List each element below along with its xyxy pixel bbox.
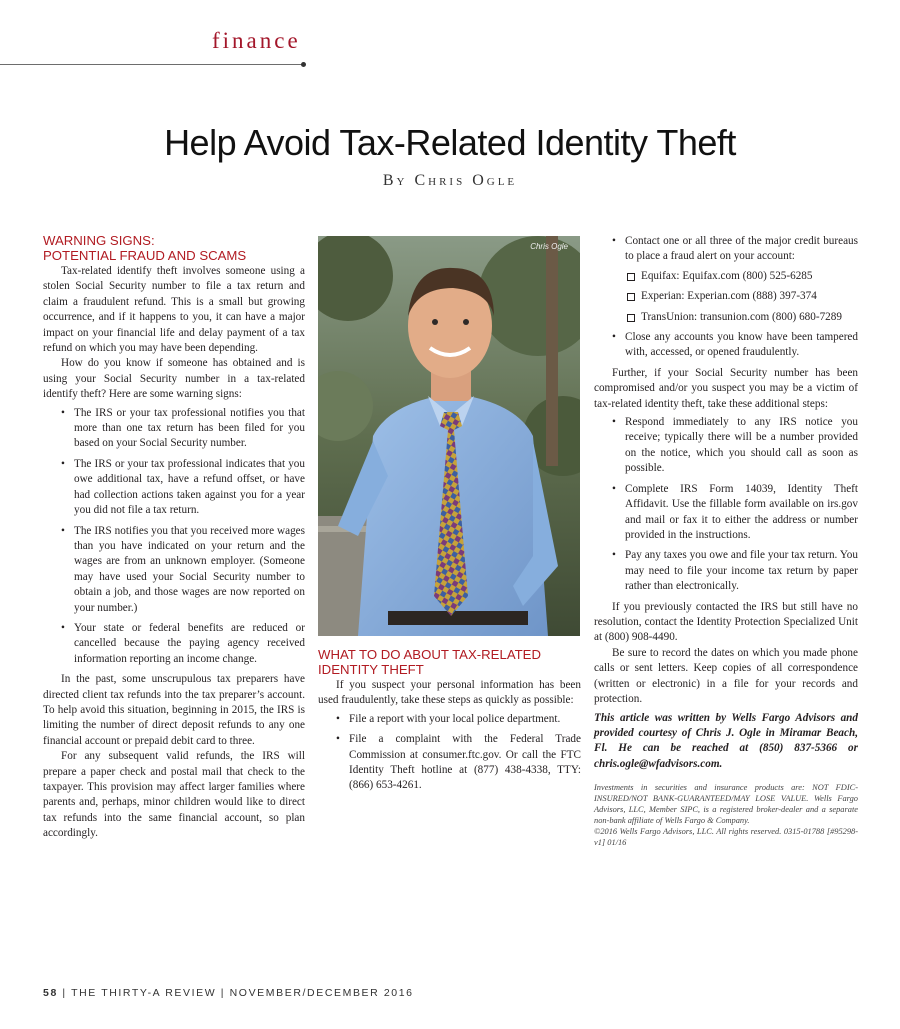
list-item xyxy=(625,234,858,325)
what-to-do-heading-line1: WHAT TO DO ABOUT TAX-RELATED xyxy=(318,647,542,662)
warning-paragraph: How do you know if someone has obtained and is using your Social Security number in a tax-related identify theft? Here are some warning signs: xyxy=(43,357,305,401)
legal-disclaimer xyxy=(594,782,858,848)
body-paragraph: Further, if your Social Security number has been compromised and/or you suspect you may be a victim of tax-related identity theft, take these additional steps: xyxy=(594,366,858,410)
list-item: • The IRS or your tax professional indicates that you owe additional tax, have a refund offset, or have had collection actions taken against you for a year you did not file a tax return. xyxy=(74,457,305,519)
what-to-do-list xyxy=(318,712,581,794)
photo-credit: Chris Ogle xyxy=(530,242,568,251)
author-photo xyxy=(318,236,580,636)
warning-paragraph: Tax-related identify theft involves someone using a stolen Social Security number to file a tax return and claim a fraudulent refund. This is a small but growing occurrence, and if it happens to you, it can have a major impact on your financial life and delay payment of a tax refund on which you may have been depending. xyxy=(43,265,305,355)
bureau-bullet-text: Contact one or all three of the major credit bureaus to place a fraud alert on your account: xyxy=(625,235,858,263)
credit-bureau-list xyxy=(625,269,858,325)
copyright-text: ©2016 Wells Fargo Advisors, LLC. All rights reserved. 0315-01788 [#95298-v1] 01/16 xyxy=(594,827,858,847)
list-item: • File a report with your local police department. xyxy=(349,712,581,727)
column-middle xyxy=(318,648,581,799)
list-item: • Complete IRS Form 14039, Identity Theft Affidavit. Use the fillable form available on irs.gov and mail or fax it to either the address or number provided in the instructions. xyxy=(625,482,858,544)
issue-date: NOVEMBER/DECEMBER 2016 xyxy=(229,987,414,999)
list-item: • Respond immediately to any IRS notice you receive; typically there will be a number provided on the notice, which you should call as soon as possible. xyxy=(625,415,858,477)
list-item: • Close any accounts you know have been tampered with, accessed, or opened fraudulently. xyxy=(625,330,858,361)
warning-heading-line2: POTENTIAL FRAUD AND SCAMS xyxy=(43,247,247,263)
body-paragraph: If you previously contacted the IRS but still have no resolution, contact the Identity Protection Specialized Unit at (800) 908-4490. xyxy=(594,600,858,644)
credit-bureau-item: TransUnion: transunion.com (800) 680-7289 xyxy=(641,310,858,325)
warning-paragraph: In the past, some unscrupulous tax preparers have directed client tax refunds into the tax preparer’s account. To help avoid this situation, beginning in 2015, the IRS is limiting the number of direct deposit refunds to any one financial account or prepaid debit card to three. xyxy=(43,673,305,747)
warning-heading-line1: WARNING SIGNS: xyxy=(43,233,155,248)
additional-steps-list xyxy=(594,415,858,594)
list-item: • The IRS or your tax professional notifies you that more than one tax return has been filed for you based on your Social Security number. xyxy=(74,406,305,452)
author-portrait-image xyxy=(318,236,580,636)
credit-bureau-item: Equifax: Equifax.com (800) 525-6285 xyxy=(641,269,858,284)
footer-separator: | xyxy=(62,987,67,999)
article-title: Help Avoid Tax-Related Identity Theft xyxy=(164,122,736,163)
section-label: finance xyxy=(212,28,301,53)
what-to-do-heading-line2: IDENTITY THEFT xyxy=(318,661,424,677)
disclaimer-text: Investments in securities and insurance products are: NOT FDIC-INSURED/NOT BANK-GUARANTEED/MAY LOSE VALUE. Wells Fargo Advisors, LLC, Member SIPC, is a registered broker-dealer and a separate non-bank affiliate of Wells Fargo & Company. xyxy=(594,783,858,825)
list-item: • File a complaint with the Federal Trade Commission at consumer.ftc.gov. Or call the FTC Identity Theft hotline at (877) 438-4338, TTY: (866) 653-4261. xyxy=(349,732,581,794)
warning-signs-heading xyxy=(43,234,305,263)
warning-signs-list xyxy=(43,406,305,668)
what-to-do-heading xyxy=(318,648,581,677)
publication-name: THE THIRTY-A REVIEW xyxy=(71,987,217,999)
list-item: • The IRS notifies you that you received more wages than you have indicated on your return and the wages are from an unknown employer. (Someone may have used your Social Security number to obtain a job, and those wages are now reported on your number.) xyxy=(74,524,305,616)
bureau-list xyxy=(594,234,858,361)
article-byline: By Chris Ogle xyxy=(382,172,518,189)
list-item: • Pay any taxes you owe and file your tax return. You may need to file your income tax return by paper rather than electronically. xyxy=(625,548,858,594)
column-right xyxy=(594,234,858,707)
warning-paragraph: For any subsequent valid refunds, the IRS will prepare a paper check and postal mail that check to the taxpayer. This provision may affect larger families where parents and, perhaps, minor children would like to direct tax refunds into the same financial account, so plan accordingly. xyxy=(43,750,305,840)
list-item: • Your state or federal benefits are reduced or cancelled because the paying agency received information reporting an income change. xyxy=(74,621,305,667)
column-left xyxy=(43,234,305,842)
body-paragraph: Be sure to record the dates on which you made phone calls or sent letters. Keep copies of all correspondence (written or electronic) in a file for your records and protection. xyxy=(594,646,858,705)
page-number: 58 xyxy=(43,987,58,999)
footer-separator: | xyxy=(220,987,226,999)
section-rule-dot xyxy=(301,62,306,67)
what-to-do-intro: If you suspect your personal information has been used fraudulently, take these steps as quickly as possible: xyxy=(318,679,581,707)
page-footer xyxy=(43,987,414,999)
section-rule xyxy=(0,64,303,65)
author-bio: This article was written by Wells Fargo Advisors and provided courtesy of Chris J. Ogle in Miramar Beach, Fl. He can be reached at (850) 837-5366 or chris.ogle@wfadvisors.com. xyxy=(594,712,858,770)
credit-bureau-item: Experian: Experian.com (888) 397-374 xyxy=(641,289,858,304)
